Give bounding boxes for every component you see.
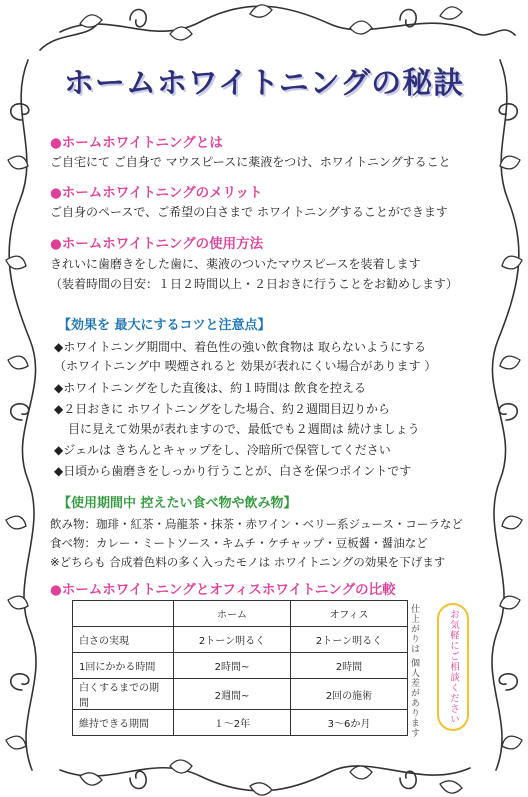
table-row — [73, 653, 408, 679]
table-row — [73, 679, 408, 710]
tip-item: （ホワイトニング中 喫煙されると 効果が表れにくい場合があります ） — [54, 359, 437, 373]
compare-heading: ●ホームホワイトニングとオフィスホワイトニングの比較 — [50, 582, 396, 598]
table-cell: 白くするまでの期間 — [73, 679, 174, 710]
tip-item: ◆２日おきに ホワイトニングをした場合、約２週間目辺りから — [54, 402, 390, 416]
section-heading-merit: ●ホームホワイトニングのメリット — [50, 185, 263, 201]
table-cell: １～2年 — [174, 710, 291, 736]
section-text-usage-1: きれいに歯磨きをした歯に、薬液のついたマウスピースを装着します — [50, 257, 421, 271]
table-cell: 維持できる期間 — [73, 710, 174, 736]
table-cell — [73, 601, 174, 627]
table-cell: 2時間~ — [174, 653, 291, 679]
table-cell: 3～6か月 — [291, 710, 408, 736]
avoid-heading: 【使用期間中 控えたい食べ物や飲み物】 — [58, 496, 297, 511]
table-cell: 2回の施術 — [291, 679, 408, 710]
table-cell: 白さの実現 — [73, 627, 174, 653]
table-cell: 1回にかかる時間 — [73, 653, 174, 679]
section-text-about: ご自宅にて ご自身で マウスピースに薬液をつけ、ホワイトニングすること — [50, 155, 451, 169]
avoid-foods: 食べ物：カレー・ミートソース・キムチ・ケチャップ・豆板醤・醤油など — [50, 536, 428, 550]
table-cell: 2時間 — [291, 653, 408, 679]
table-row — [73, 710, 408, 736]
avoid-note: ※どちらも 合成着色料の多く入ったモノは ホワイトニングの効果を下げます — [50, 555, 446, 569]
section-heading-usage: ●ホームホワイトニングの使用方法 — [50, 236, 264, 252]
table-header-row — [73, 601, 408, 627]
consultation-badge: お気軽にご相談ください — [437, 603, 469, 731]
individual-difference-note: 仕上がりは 個人差があります — [409, 604, 419, 738]
tip-item: ◆日頃から歯磨きをしっかり行うことが、白さを保つポイントです — [54, 464, 412, 478]
avoid-drinks: 飲み物：珈琲・紅茶・烏龍茶・抹茶・赤ワイン・ベリー系ジュース・コーラなど — [50, 517, 463, 531]
page-title: ホームホワイトニングの秘訣 — [63, 66, 465, 101]
table-header-office: オフィス — [291, 601, 408, 627]
table-header-home: ホーム — [174, 601, 291, 627]
tip-item: ◆ホワイトニング期間中、着色性の強い飲食物は 取らないようにする — [54, 340, 426, 354]
section-heading-about: ●ホームホワイトニングとは — [50, 135, 223, 151]
tips-heading: 【効果を 最大にするコツと注意点】 — [58, 318, 271, 333]
table-cell: 2トーン明るく — [174, 627, 291, 653]
section-text-usage-2: （装着時間の目安：１日２時間以上・２日おきに行うことをお勧めします） — [50, 277, 459, 291]
section-text-merit: ご自身のペースで、ご希望の白さまで ホワイトニングすることができます — [50, 205, 448, 219]
table-cell: 2週間~ — [174, 679, 291, 710]
tip-item: ◆ジェルは きちんとキャップをし、冷暗所で保管してください — [54, 443, 391, 457]
tip-item: ◆ホワイトニングをした直後は、約１時間は 飲食を控える — [54, 381, 366, 395]
comparison-table — [72, 600, 408, 736]
table-cell: 2トーン明るく — [291, 627, 408, 653]
table-row — [73, 627, 408, 653]
tip-item: 目に見えて効果が表れますので、最低でも２週間は 続けましょう — [68, 422, 420, 436]
